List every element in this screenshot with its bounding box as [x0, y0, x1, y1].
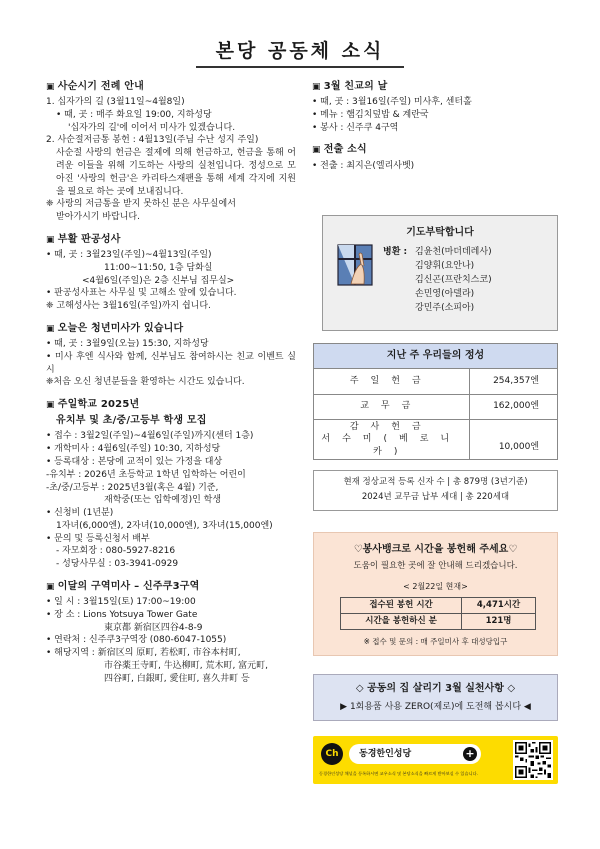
section-title [46, 322, 296, 336]
section-line: • 신청비 (1년분) [46, 508, 114, 519]
section-line: -초/중/고등부 : 2025년3월(혹은 4월) 기준, [46, 482, 219, 493]
section-line: • 접수 : 3월2일(주일)~4월6일(주일)까지(센터 1층) [46, 431, 254, 442]
section-title [46, 80, 296, 94]
prayer-name: 김신곤(프란치스코) [415, 274, 492, 285]
square-bullet-icon: ▣ [46, 82, 55, 92]
volunteer-bank-title: ♡봉사뱅크로 시간을 봉헌해 주세요♡ [353, 544, 518, 555]
common-home-box [313, 674, 558, 721]
channel-logo-icon: Ch [321, 743, 343, 765]
section-line: • 때, 곳 : 매주 화요일 19:00, 지하성당 [56, 109, 212, 120]
section-line: '십자가의 길'에 이어서 미사가 있겠습니다. [68, 122, 236, 133]
notice-section [46, 322, 296, 389]
prayer-name-row [383, 246, 492, 260]
volunteer-bank-value: 121명 [462, 614, 536, 630]
thanks-offering-name: 서수미(베로니카) [321, 434, 462, 457]
section-line: 1. 십자가의 길 (3월11일~4월8일) [46, 97, 185, 108]
qr-code-icon [513, 740, 553, 780]
section-line: <4월6일(주일)은 2층 신부님 집무실> [82, 275, 235, 286]
offering-row [314, 419, 557, 459]
section-line: 東京都 新宿区四谷4-8-9 [104, 622, 203, 633]
page-title: 본당 공동체 소식 [215, 40, 385, 62]
prayer-name-row [383, 302, 492, 316]
section-title-text: 사순시기 전례 안내 [57, 81, 144, 92]
section-line: ❈ 고해성사는 3월16일(주일)까지 쉽니다. [46, 301, 211, 312]
prayer-name-row [383, 274, 492, 288]
volunteer-bank-label: 접수된 봉헌 시간 [341, 598, 462, 614]
section-line: 市谷薬王寺町, 牛込柳町, 荒木町, 富元町, [104, 660, 269, 671]
volunteer-bank-row [341, 614, 536, 630]
section-title-text: 이달의 구역미사 – 신주쿠3구역 [57, 580, 200, 592]
illness-label: 병환 : [383, 247, 408, 257]
offering-label: 주일헌금 [314, 369, 469, 394]
section-line: • 해당지역 : 新宿区의 原町, 若松町, 市谷本村町, [46, 648, 241, 659]
section-line: 2. 사순절저금통 봉헌 : 4월13일(주님 수난 성지 주일) [46, 135, 259, 146]
offering-label: 교무금 [314, 394, 469, 419]
section-line: - 성당사무실 : 03-3941-0929 [56, 559, 179, 570]
notice-section [312, 80, 558, 134]
thanks-offering-label: 감사헌금 [349, 422, 433, 433]
notice-section [46, 580, 296, 686]
channel-name: 동경한인성당 [349, 744, 481, 764]
common-home-title: ◇ 공동의 집 살리기 3월 실천사항 ◇ [355, 683, 516, 694]
offering-value: 10,000엔 [498, 442, 539, 453]
notice-section [46, 80, 296, 224]
volunteer-bank-row [341, 598, 536, 614]
section-line: 사순절 사랑의 헌금은 절제에 의해 헌금하고, 헌금을 통해 어려운 이들을 위해 기도하는 사랑의 실천입니다. 정성으로 모아진 '사랑의 헌금'은 카리타스재팬을 통해 세계 각지에 지원을 필요로 하는 곳에 보내집니다. [56, 148, 296, 197]
section-line: • 장 소 : Lions Yotsuya Tower Gate [46, 609, 198, 620]
parishioner-count-line: 현재 정상교적 등록 신자 수 | 총 879명 (3년기준) [343, 477, 528, 487]
title-underline [196, 66, 404, 68]
prayer-name: 김양휘(요안나) [415, 260, 475, 271]
channel-note: 동경한인성당 채널을 등록하시면 교우소식 및 본당소식을 빠르게 받아보실 수 있습니다. [319, 771, 478, 776]
section-line: • 문의 및 등록신청서 배부 [46, 533, 150, 544]
offering-table [313, 343, 558, 460]
section-line: 1자녀(6,000엔), 2자녀(10,000엔), 3자녀(15,000엔) [56, 520, 273, 531]
section-line: • 연락처 : 신주쿠3구역장 (080-6047-1055) [46, 635, 227, 646]
section-title [312, 80, 558, 94]
prayer-name-row [383, 260, 492, 274]
offering-row [314, 369, 557, 394]
prayer-name: 손민영(아델라) [415, 288, 475, 299]
section-title-text: 부활 판공성사 [57, 233, 121, 245]
section-line: 받아가시기 바랍니다. [56, 212, 140, 223]
praying-hands-icon [337, 244, 373, 286]
prayer-request-box [322, 215, 558, 331]
square-bullet-icon: ▣ [46, 323, 55, 334]
section-line: • 등록대상 : 본당에 교적이 있는 가정을 대상 [46, 457, 223, 468]
add-channel-button[interactable]: + [463, 747, 477, 761]
square-bullet-icon: ▣ [46, 581, 55, 592]
volunteer-bank-table [340, 597, 536, 630]
section-title [46, 233, 296, 247]
square-bullet-icon: ▣ [312, 145, 321, 156]
section-line: - 자모회장 : 080-5927-8216 [56, 546, 176, 557]
offering-value: 162,000엔 [469, 394, 557, 419]
section-line: • 판공성사표는 사무실 및 고해소 앞에 있습니다. [46, 288, 237, 299]
section-line: • 때, 곳 : 3월9일(오늘) 15:30, 지하성당 [46, 339, 209, 350]
offering-title: 지난 주 우리들의 정성 [314, 344, 557, 369]
offering-value: 254,357엔 [469, 369, 557, 394]
section-line: • 메뉴 : 햄김치덮밥 & 계란국 [312, 109, 429, 120]
section-line: ❈처음 오신 청년분들을 환영하는 시간도 있습니다. [46, 377, 245, 388]
parishioner-count-box [313, 470, 558, 511]
section-line: • 전출 : 최지은(엘리사벳) [312, 160, 415, 171]
prayer-name-row [383, 288, 492, 302]
notice-section [46, 398, 296, 571]
square-bullet-icon: ▣ [46, 234, 55, 245]
section-line: • 일 시 : 3월15일(토) 17:00~19:00 [46, 597, 196, 608]
thanks-offering-cell [314, 419, 469, 459]
section-line: • 때, 곳 : 3월16일(주일) 미사후, 센터홀 [312, 97, 472, 108]
right-column [312, 80, 558, 181]
section-title [46, 398, 296, 412]
common-home-subtitle: ▶ 1회용품 사용 ZERO(제로)에 도전해 봅시다 ◀ [340, 702, 531, 712]
volunteer-bank-label: 시간을 봉헌하신 분 [341, 614, 462, 630]
channel-banner[interactable] [313, 736, 558, 784]
section-title-text: 오늘은 청년미사가 있습니다 [57, 322, 184, 334]
section-title-text: 3월 친교의 날 [323, 81, 388, 92]
prayer-names [383, 246, 492, 316]
section-line: -유치부 : 2026년 초등학교 1학년 입학하는 어린이 [46, 469, 246, 480]
section-line: ❈ 사랑의 저금통을 받지 못하신 분은 사무실에서 [46, 199, 236, 210]
offering-row [314, 394, 557, 419]
household-count-line: 2024년 교무금 납부 세대 | 총 220세대 [361, 492, 510, 503]
volunteer-bank-box [313, 532, 558, 656]
section-line: • 미사 후엔 식사와 함께, 신부님도 참여하시는 친교 이벤트 실시 [46, 351, 296, 375]
prayer-name: 강민주(소피아) [415, 302, 475, 313]
prayer-title: 기도부탁합니다 [406, 227, 474, 238]
left-column [46, 80, 296, 694]
section-subtitle: 유치부 및 초/중/고등부 학생 모집 [56, 415, 207, 427]
section-title-text: 전출 소식 [323, 144, 367, 156]
notice-section [312, 143, 558, 172]
square-bullet-icon: ▣ [46, 400, 55, 411]
section-line: 재학중(또는 입학예정)인 학생 [104, 495, 222, 506]
section-title-text: 주일학교 2025년 [57, 399, 140, 411]
volunteer-bank-date: < 2월22일 현재> [403, 582, 468, 591]
square-bullet-icon: ▣ [312, 82, 321, 92]
volunteer-bank-subtitle: 도움이 필요한 곳에 잘 안내해 드리겠습니다. [353, 561, 518, 571]
section-line: 四谷町, 白銀町, 愛住町, 喜久井町 등 [104, 673, 250, 684]
volunteer-bank-value: 4,471시간 [462, 598, 536, 614]
section-title [312, 143, 558, 157]
prayer-name: 김윤천(마더데레사) [415, 247, 492, 257]
section-title [46, 580, 296, 594]
section-line: • 개학미사 : 4월6일(주일) 10:30, 지하성당 [46, 444, 221, 455]
section-line: • 때, 곳 : 3월23일(주일)~4월13일(주일) [46, 250, 212, 261]
section-line: 11:00~11:50, 1층 담화실 [104, 262, 213, 273]
section-line: • 봉사 : 신주쿠 4구역 [312, 122, 399, 133]
volunteer-bank-note: ※ 접수 및 문의 : 매 주일미사 후 대성당입구 [363, 637, 508, 646]
notice-section [46, 233, 296, 313]
